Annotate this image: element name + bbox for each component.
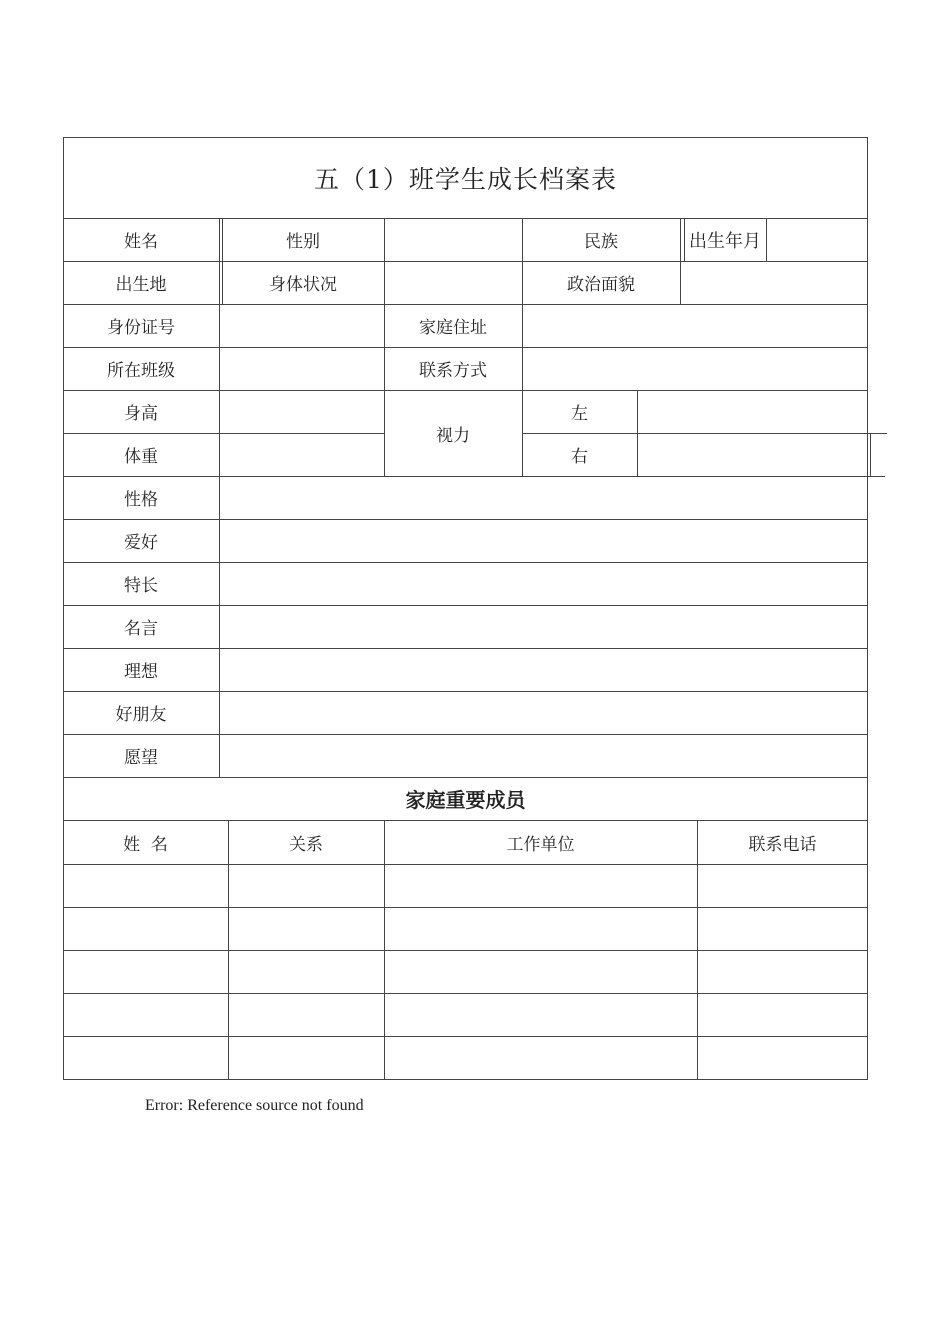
hobby-label: 爱好 (124, 533, 158, 553)
ideal-label: 理想 (124, 662, 158, 682)
vision-right-label: 右 (571, 447, 588, 467)
ethnicity-label: 民族 (584, 232, 618, 252)
family-header-relation: 关系 (289, 834, 323, 855)
col-divider (870, 433, 871, 477)
vision-left-label: 左 (571, 404, 588, 424)
col-divider (680, 218, 681, 304)
height-label: 身高 (124, 404, 158, 424)
row-divider (63, 864, 868, 865)
home-address-label: 家庭住址 (419, 318, 487, 338)
wish-label: 愿望 (124, 748, 158, 768)
name-label: 姓名 (124, 232, 158, 252)
family-section-title: 家庭重要成员 (405, 788, 526, 812)
motto-label: 名言 (124, 619, 158, 639)
political-status-label: 政治面貌 (567, 275, 635, 295)
col-divider (637, 390, 638, 477)
col-divider (219, 218, 220, 304)
contact-label: 联系方式 (419, 361, 487, 381)
weight-label: 体重 (124, 447, 158, 467)
row-divider (63, 993, 868, 994)
family-header-workplace: 工作单位 (506, 834, 575, 855)
reference-error-text: Error: Reference source not found (145, 1097, 364, 1114)
health-label: 身体状况 (269, 275, 337, 295)
class-label: 所在班级 (107, 361, 175, 381)
friend-label: 好朋友 (115, 705, 167, 725)
col-divider (219, 304, 220, 778)
id-number-label: 身份证号 (107, 318, 175, 338)
family-header-name: 姓 名 (123, 834, 168, 855)
row-divider (63, 950, 868, 951)
form-title: 五（1）班学生成长档案表 (314, 164, 617, 194)
vision-label: 视力 (436, 426, 470, 446)
row-divider (63, 907, 868, 908)
personality-label: 性格 (124, 490, 158, 510)
row-divider (63, 1036, 868, 1037)
birth-month-label: 出生年月 (689, 230, 761, 252)
birthplace-label: 出生地 (115, 275, 167, 295)
family-header-phone: 联系电话 (748, 834, 817, 855)
col-divider (766, 218, 767, 261)
specialty-label: 特长 (124, 576, 158, 596)
gender-label: 性别 (286, 232, 320, 252)
